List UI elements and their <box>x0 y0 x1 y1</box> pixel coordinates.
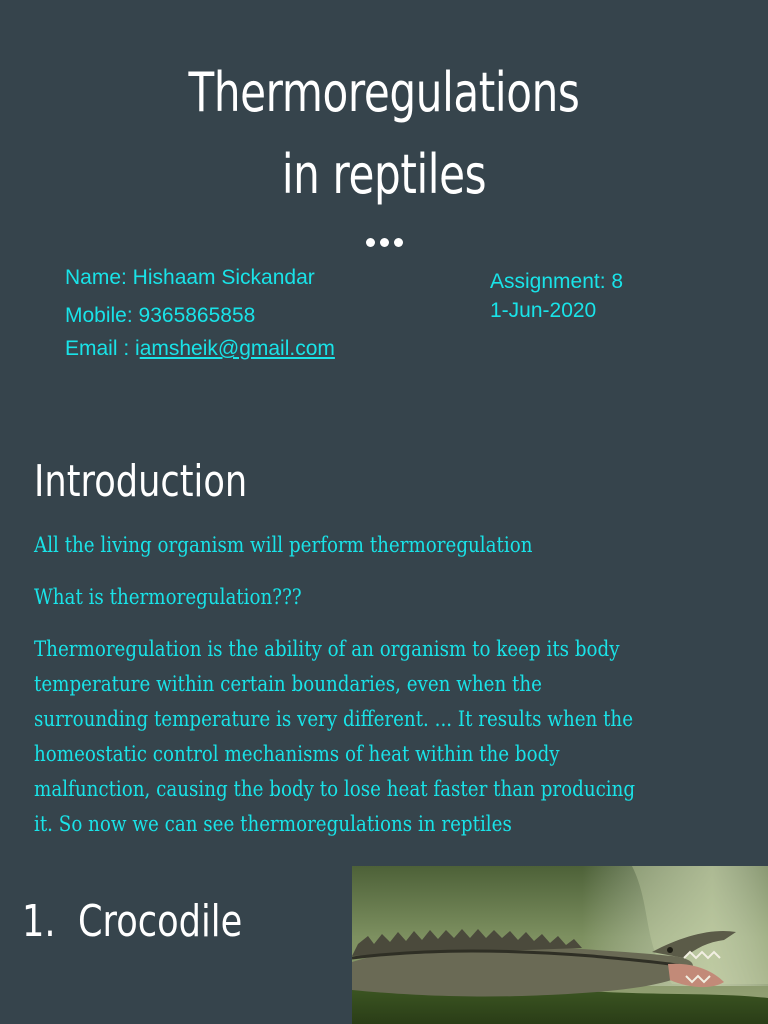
intro-paragraph <box>34 632 635 842</box>
paragraph-line: surrounding temperature is very different. ... It results when the <box>34 707 634 731</box>
crocodile-photo <box>352 866 768 1024</box>
crocodile-title: Crocodile <box>77 896 243 947</box>
crocodile-heading <box>22 894 242 950</box>
author-name: Name: Hishaam Sickandar <box>65 266 315 289</box>
paragraph-line: Thermoregulation is the ability of an organism to keep its body <box>34 637 620 661</box>
author-email <box>65 336 335 362</box>
introduction-heading: Introduction <box>34 456 248 507</box>
assignment-date: 1-Jun-2020 <box>490 299 597 322</box>
paragraph-line: it. So now we can see thermoregulations in reptiles <box>34 812 512 836</box>
ellipsis-icon <box>366 238 406 250</box>
page-title <box>84 52 683 216</box>
title-line-2: in reptiles <box>281 143 487 206</box>
intro-line-1: All the living organism will perform thermoregulation <box>34 533 533 557</box>
title-line-1: Thermoregulations <box>188 61 580 124</box>
assignment-number: Assignment: 8 <box>490 270 624 293</box>
paragraph-line: temperature within certain boundaries, even when the <box>34 672 542 696</box>
crocodile-number: 1. <box>22 896 56 947</box>
paragraph-line: homeostatic control mechanisms of heat within the body <box>34 742 560 766</box>
paragraph-line: malfunction, causing the body to lose heat faster than producing <box>34 777 636 801</box>
author-mobile: Mobile: 9365865858 <box>65 304 256 327</box>
email-prefix: Email : i <box>65 337 140 360</box>
email-link[interactable]: amsheik@gmail.com <box>139 337 335 360</box>
intro-line-2: What is thermoregulation??? <box>34 585 302 609</box>
